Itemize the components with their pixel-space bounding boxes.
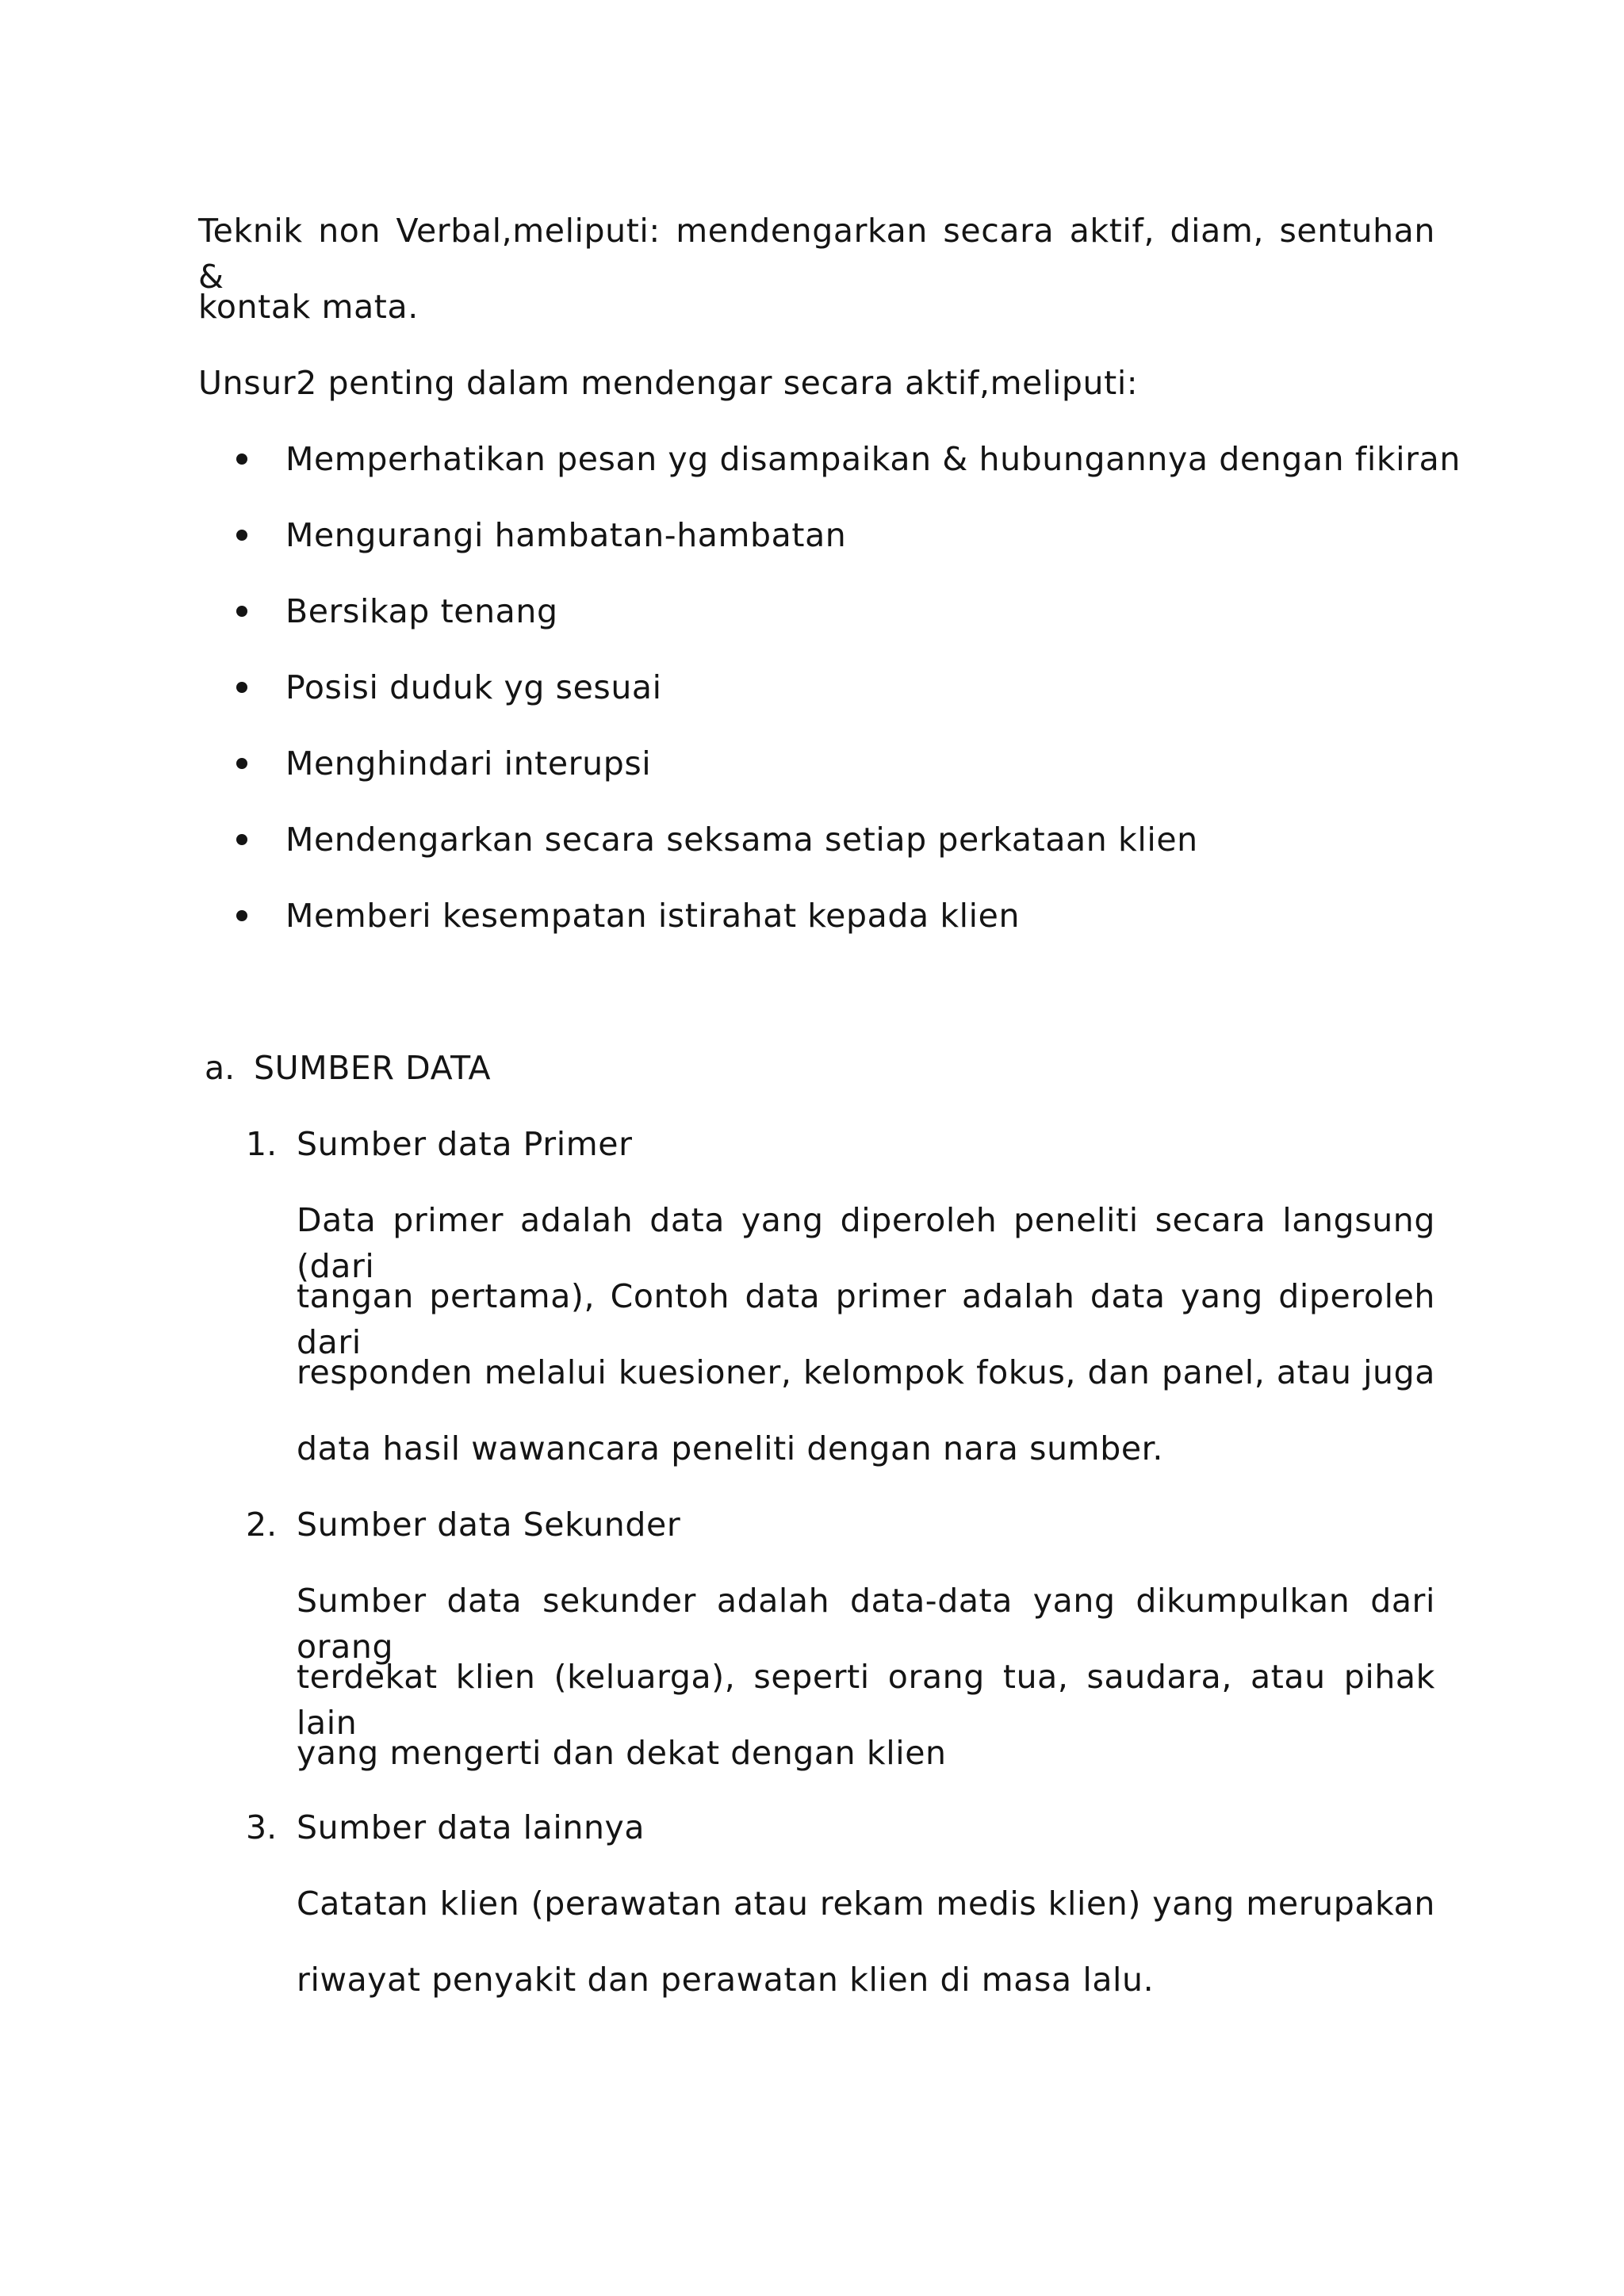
item-paragraph-line: Sumber data sekunder adalah data-data yang dikumpulkan dari orang (297, 1582, 1435, 1666)
item-number: 1. (246, 1125, 278, 1163)
item-number: 2. (246, 1506, 278, 1544)
section-marker: a. (205, 1049, 236, 1087)
bullet-text: Mengurangi hambatan-hambatan (285, 516, 847, 554)
item-paragraph-line: tangan pertama), Contoh data primer adalah data yang diperoleh dari (297, 1277, 1435, 1361)
bullet-text: Memperhatikan pesan yg disampaikan & hubungannya dengan fikiran (285, 440, 1461, 478)
item-paragraph-line: Catatan klien (perawatan atau rekam medis klien) yang merupakan (297, 1885, 1435, 1923)
item-paragraph-line: riwayat penyakit dan perawatan klien di masa lalu. (297, 1961, 1155, 1999)
section-title: SUMBER DATA (254, 1049, 492, 1087)
item-paragraph-line: Data primer adalah data yang diperoleh peneliti secara langsung (dari (297, 1201, 1435, 1285)
bullet-text: Menghindari interupsi (285, 744, 652, 783)
bullet-icon (236, 682, 247, 693)
item-title: Sumber data Primer (297, 1125, 633, 1163)
item-paragraph-line: yang mengerti dan dekat dengan klien (297, 1734, 947, 1772)
intro-line-3: Unsur2 penting dalam mendengar secara aktif,meliputi: (198, 364, 1139, 402)
bullet-text: Mendengarkan secara seksama setiap perkataan klien (285, 821, 1198, 859)
bullet-text: Memberi kesempatan istirahat kepada klien (285, 897, 1021, 935)
bullet-icon (236, 606, 247, 617)
bullet-icon (236, 834, 247, 845)
bullet-icon (236, 453, 247, 465)
bullet-text: Bersikap tenang (285, 592, 558, 630)
bullet-text: Posisi duduk yg sesuai (285, 668, 662, 706)
item-number: 3. (246, 1808, 278, 1846)
intro-line-1: Teknik non Verbal,meliputi: mendengarkan secara aktif, diam, sentuhan & (198, 212, 1435, 296)
item-title: Sumber data Sekunder (297, 1506, 681, 1544)
item-paragraph-line: terdekat klien (keluarga), seperti orang tua, saudara, atau pihak lain (297, 1658, 1435, 1742)
bullet-icon (236, 758, 247, 769)
item-title: Sumber data lainnya (297, 1808, 645, 1846)
bullet-icon (236, 530, 247, 541)
item-paragraph-line: data hasil wawancara peneliti dengan nara sumber. (297, 1429, 1163, 1468)
intro-line-2: kontak mata. (198, 288, 419, 326)
bullet-icon (236, 910, 247, 921)
item-paragraph-line: responden melalui kuesioner, kelompok fokus, dan panel, atau juga (297, 1353, 1435, 1391)
